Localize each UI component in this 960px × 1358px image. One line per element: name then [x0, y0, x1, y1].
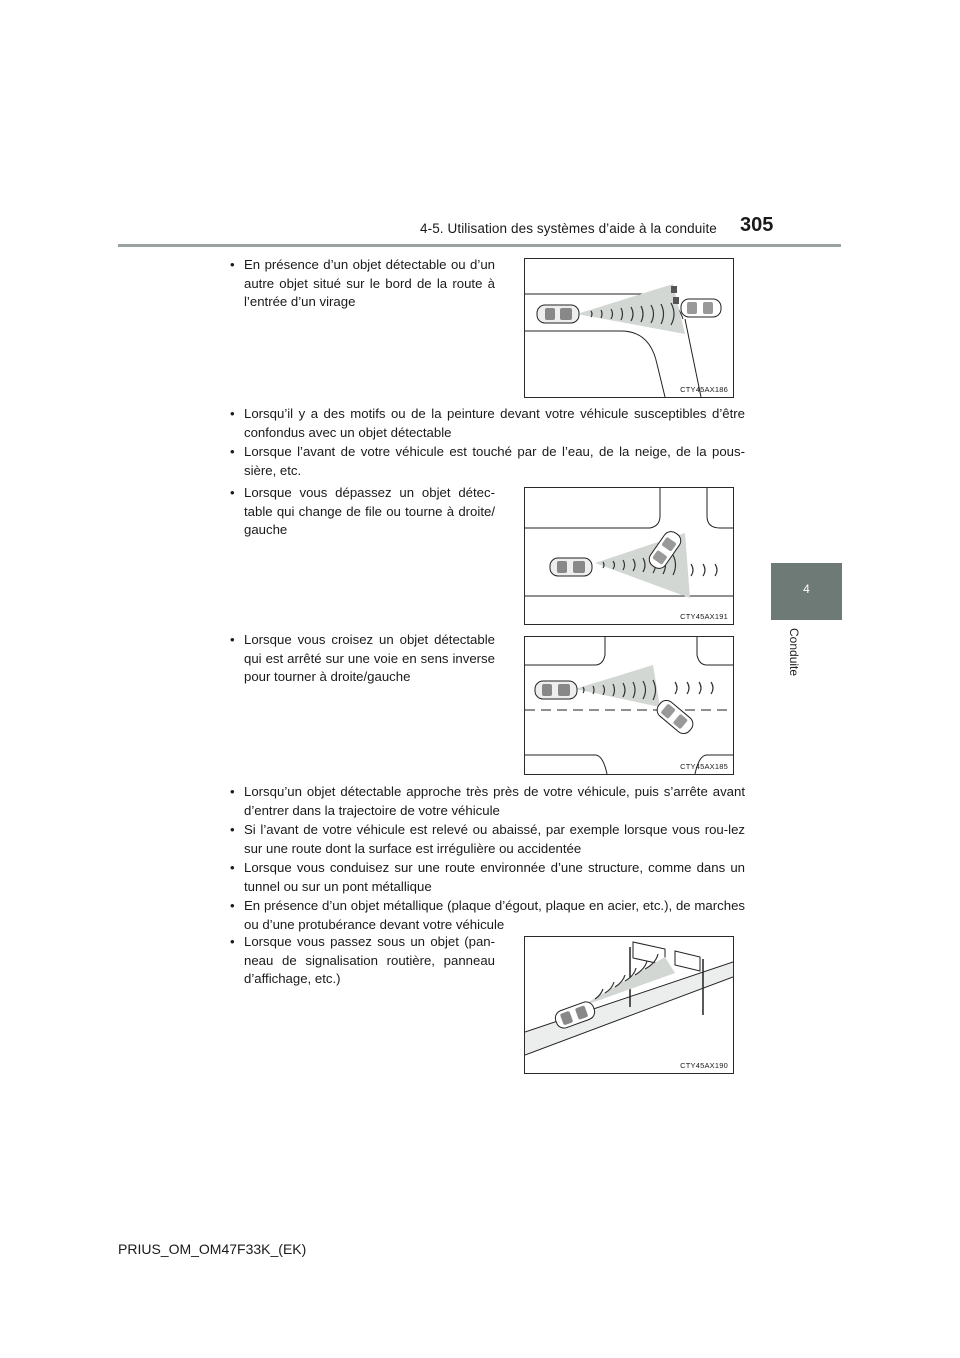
- page-number: 305: [740, 214, 774, 236]
- figure-overhead-illustration: [525, 937, 733, 1073]
- text-block-6: [227, 933, 495, 989]
- list-item: • Si l’avant de votre véhicule est relevé ou abaissé, par exemple lorsque vous rou-lez sur une route dont la surface est irrégulière ou accidentée: [227, 821, 745, 858]
- figure-curve-roadside: [524, 258, 734, 398]
- chapter-tab[interactable]: [771, 563, 842, 620]
- figure-lane-change: [524, 487, 734, 625]
- footer-doc-code: PRIUS_OM_OM47F33K_(EK): [118, 1241, 307, 1257]
- figure-code: CTY45AX186: [680, 385, 728, 394]
- figure-code: CTY45AX191: [680, 612, 728, 621]
- figure-lane-change-illustration: [525, 488, 733, 624]
- section-title: 4-5. Utilisation des systèmes d’aide à la conduite: [420, 221, 717, 236]
- list-item: • Lorsque vous dépassez un objet détec-table qui change de file ou tourne à droite/ gauche: [227, 484, 495, 540]
- text-block-3: [227, 484, 495, 540]
- figure-oncoming-illustration: [525, 637, 733, 774]
- side-margin: [771, 248, 842, 563]
- list-item: • Lorsque vous croisez un objet détectable qui est arrêté sur une voie en sens inverse pour tourner à droite/gauche: [227, 631, 495, 687]
- text-block-1: [227, 256, 495, 312]
- list-item: • Lorsque l’avant de votre véhicule est touché par de l’eau, de la neige, de la pous-sière, etc.: [227, 443, 745, 480]
- list-item: • En présence d’un objet métallique (plaque d’égout, plaque en acier, etc.), de marches ou d’une protubérance devant votre véhicule: [227, 897, 745, 934]
- figure-curve-illustration: [525, 259, 733, 397]
- text-block-5: [227, 783, 745, 934]
- text-block-4: [227, 631, 495, 687]
- list-item: • Lorsque vous conduisez sur une route environnée d’une structure, comme dans un tunnel ou sur un pont métallique: [227, 859, 745, 896]
- header-divider: [118, 244, 841, 247]
- figure-overhead-sign: [524, 936, 734, 1074]
- chapter-number: 4: [803, 582, 810, 596]
- figure-code: CTY45AX185: [680, 762, 728, 771]
- list-item: • Lorsqu’un objet détectable approche très près de votre véhicule, puis s’arrête avant d’entrer dans la trajectoire de votre véhicule: [227, 783, 745, 820]
- list-item: • Lorsque vous passez sous un objet (pan-neau de signalisation routière, panneau d’affichage, etc.): [227, 933, 495, 989]
- figure-oncoming-stopped: [524, 636, 734, 775]
- figure-code: CTY45AX190: [680, 1061, 728, 1070]
- text-block-2: [227, 405, 745, 480]
- chapter-label: Conduite: [787, 628, 801, 677]
- list-item: • Lorsqu’il y a des motifs ou de la peinture devant votre véhicule susceptibles d’être confondus avec un objet détectable: [227, 405, 745, 442]
- list-item: • En présence d’un objet détectable ou d’un autre objet situé sur le bord de la route à l’entrée d’un virage: [227, 256, 495, 312]
